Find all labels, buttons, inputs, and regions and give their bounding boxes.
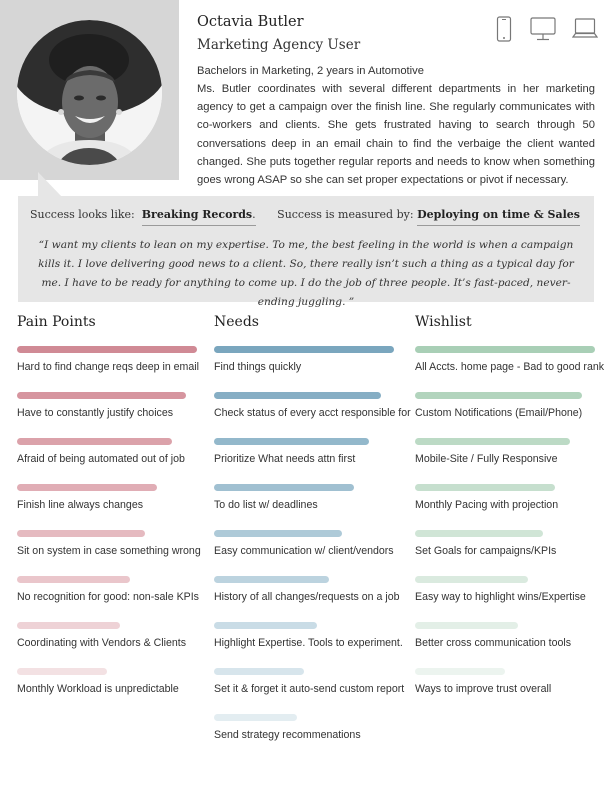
list-item bbox=[17, 484, 157, 511]
list-item-label: Ways to improve trust overall bbox=[415, 683, 552, 695]
list-item-label: Prioritize What needs attn first bbox=[214, 453, 356, 465]
list-item bbox=[214, 714, 361, 741]
priority-bar bbox=[214, 530, 342, 537]
list-item bbox=[17, 668, 179, 695]
list-item bbox=[214, 392, 411, 419]
success-measured-by-value: Deploying on time & Sales bbox=[417, 208, 580, 226]
list-item bbox=[17, 622, 186, 649]
priority-bar bbox=[214, 438, 369, 445]
list-item-label: History of all changes/requests on a job bbox=[214, 591, 400, 603]
list-item-label: Set it & forget it auto-send custom report bbox=[214, 683, 405, 695]
list-item-label: Easy communication w/ client/vendors bbox=[214, 545, 394, 557]
list-item bbox=[415, 392, 582, 419]
phone-icon bbox=[496, 16, 512, 47]
list-item-label: Easy way to highlight wins/Expertise bbox=[415, 591, 586, 603]
list-item bbox=[17, 346, 199, 373]
priority-bar bbox=[415, 346, 595, 353]
list-item bbox=[415, 346, 604, 373]
list-item bbox=[17, 438, 185, 465]
list-item-label: Coordinating with Vendors & Clients bbox=[17, 637, 187, 649]
list-item-label: Highlight Expertise. Tools to experiment. bbox=[214, 637, 403, 649]
list-item-label: Set Goals for campaigns/KPIs bbox=[415, 545, 557, 557]
priority-bar bbox=[415, 438, 570, 445]
priority-bar bbox=[214, 668, 304, 675]
list-item bbox=[214, 576, 400, 603]
priority-bar bbox=[415, 392, 582, 399]
list-item bbox=[415, 438, 570, 465]
list-item-label: Custom Notifications (Email/Phone) bbox=[415, 407, 583, 419]
persona-quote: “I want my clients to lean on my expertise. To me, the best feeling in the world is when a campaign kills it. I love delivering good news to a client. So, there really isn’t such a thing as a typical day for me. I have to be ready for anything to come up. I do the job of three people. It’s fast-paced, never-ending juggling. ” bbox=[38, 239, 574, 308]
success-measured-by bbox=[277, 208, 580, 221]
success-quote-panel bbox=[18, 196, 594, 308]
list-item-label: Better cross communication tools bbox=[415, 637, 572, 649]
list-item-label: To do list w/ deadlines bbox=[214, 499, 318, 511]
list-item-label: Afraid of being automated out of job bbox=[17, 453, 185, 465]
list-item-label: Send strategy recommenations bbox=[214, 729, 361, 741]
needs-title: Needs bbox=[214, 314, 259, 330]
pain-points-column bbox=[17, 314, 207, 695]
persona-role: Marketing Agency User bbox=[197, 37, 361, 53]
priority-bar bbox=[214, 484, 354, 491]
priority-bar bbox=[17, 668, 107, 675]
list-item bbox=[214, 530, 394, 557]
list-item-label: All Accts. home page - Bad to good rank bbox=[415, 361, 605, 373]
wishlist-title: Wishlist bbox=[415, 314, 472, 330]
list-item bbox=[214, 622, 403, 649]
priority-bar bbox=[17, 622, 120, 629]
priority-bar bbox=[17, 438, 172, 445]
success-looks-like bbox=[30, 208, 256, 221]
list-item-label: No recognition for good: non-sale KPIs bbox=[17, 591, 199, 603]
list-item bbox=[17, 530, 201, 557]
priority-bar bbox=[415, 484, 555, 491]
priority-bar bbox=[214, 714, 297, 721]
priority-bar bbox=[415, 530, 543, 537]
list-item-label: Monthly Workload is unpredictable bbox=[17, 683, 179, 695]
list-item-label: Finish line always changes bbox=[17, 499, 144, 511]
persona-bio: Ms. Butler coordinates with several different departments in her marketing agency to get a campaign over the finish line. She regularly communicates with co-workers and clients. She gets frustrated having to search through 50 conversations deep in an email chain to find the verbaige the client wanted changed. She puts together regular reports and needs to know when something goes wrong ASAP so she can set proper expectations or pivot if necessary. bbox=[197, 83, 595, 187]
list-item-label: Have to constantly justify choices bbox=[17, 407, 174, 419]
success-measured-by-label: Success is measured by: bbox=[277, 208, 414, 221]
list-item bbox=[415, 668, 551, 695]
list-item bbox=[415, 530, 556, 557]
list-item bbox=[17, 392, 186, 419]
list-item-label: Hard to find change reqs deep in email bbox=[17, 361, 199, 373]
priority-bar bbox=[17, 392, 186, 399]
priority-bar bbox=[214, 622, 317, 629]
priority-bar bbox=[17, 530, 145, 537]
list-item-label: Find things quickly bbox=[214, 361, 302, 373]
list-item bbox=[415, 622, 571, 649]
list-item bbox=[214, 346, 394, 373]
priority-bar bbox=[214, 346, 394, 353]
desktop-icon bbox=[530, 16, 556, 47]
list-item bbox=[214, 484, 354, 511]
list-item-label: Mobile-Site / Fully Responsive bbox=[415, 453, 558, 465]
profile-photo-panel bbox=[0, 0, 179, 180]
persona-portrait-image bbox=[17, 20, 162, 165]
persona-education: Bachelors in Marketing, 2 years in Automotive bbox=[197, 65, 424, 77]
list-item bbox=[415, 576, 586, 603]
profile-photo bbox=[17, 20, 162, 165]
quote-callout-pointer bbox=[38, 172, 62, 197]
success-looks-like-value: Breaking Records. bbox=[142, 208, 256, 226]
needs-column bbox=[214, 314, 411, 741]
list-item bbox=[214, 668, 404, 695]
priority-bar bbox=[17, 576, 130, 583]
device-icons bbox=[496, 16, 600, 42]
persona-name: Octavia Butler bbox=[197, 14, 304, 30]
wishlist-column bbox=[415, 314, 605, 695]
priority-bar bbox=[415, 668, 505, 675]
priority-bar bbox=[415, 622, 518, 629]
list-item bbox=[17, 576, 199, 603]
priority-bar bbox=[17, 346, 197, 353]
priority-bar bbox=[214, 392, 381, 399]
priority-bar bbox=[214, 576, 329, 583]
pain-points-title: Pain Points bbox=[17, 314, 96, 330]
list-item bbox=[214, 438, 369, 465]
list-item-label: Sit on system in case something wrong bbox=[17, 545, 201, 557]
list-item-label: Check status of every acct responsible for bbox=[214, 407, 411, 419]
list-item bbox=[415, 484, 558, 511]
priority-bar bbox=[17, 484, 157, 491]
priority-bar bbox=[415, 576, 528, 583]
success-looks-like-label: Success looks like: bbox=[30, 208, 135, 221]
laptop-icon bbox=[572, 16, 598, 47]
list-item-label: Monthly Pacing with projection bbox=[415, 499, 559, 511]
